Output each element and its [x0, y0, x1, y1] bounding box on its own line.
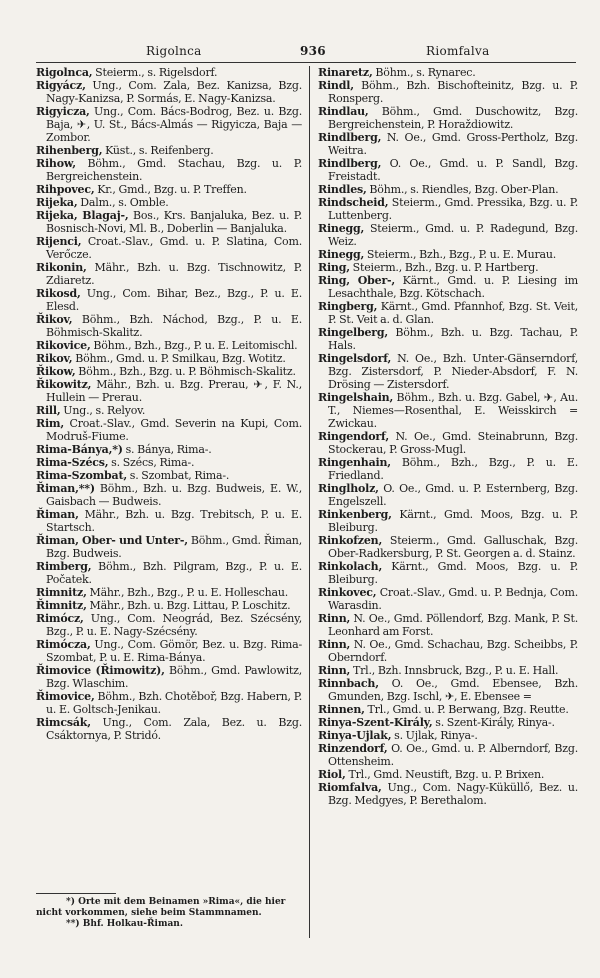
entry-headword: Rinzendorf, — [318, 742, 388, 755]
entry-headword: Riol, — [318, 768, 346, 781]
entry-headword: Ringenhain, — [318, 456, 391, 469]
gazetteer-entry — [318, 638, 578, 664]
entry-text: Dalm., s. Omble. — [77, 196, 169, 209]
entry-headword: Rinegg, — [318, 248, 365, 261]
entry-text: Böhm., Bzh. Chotěboř, Bzg. Habern, P. u. E. Goltsch-Jenikau. — [46, 690, 302, 716]
entry-text: Ung., s. Relyov. — [60, 404, 146, 417]
entry-text: N. Oe., Gmd. Pöllendorf, Bzg. Mank, P. St. Leonhard am Forst. — [328, 612, 578, 638]
gazetteer-entry — [318, 703, 578, 716]
entry-text: Trl., Gmd. Neustift, Bzg. u. P. Brixen. — [345, 768, 545, 781]
gazetteer-entry — [36, 404, 302, 417]
gazetteer-entry — [36, 417, 302, 443]
entry-headword: Řiman,**) — [36, 482, 95, 495]
right-column — [318, 66, 578, 807]
gazetteer-entry — [318, 612, 578, 638]
gazetteer-entry — [36, 586, 302, 599]
gazetteer-entry — [36, 287, 302, 313]
gazetteer-entry — [36, 716, 302, 742]
entry-text: Trl., Bzh. Innsbruck, Bzg., P. u. E. Hall. — [350, 664, 559, 677]
entry-headword: Rinn, — [318, 664, 351, 677]
gazetteer-entry — [36, 443, 302, 456]
gazetteer-entry — [36, 144, 302, 157]
entry-headword: Rinkofzen, — [318, 534, 383, 547]
gazetteer-entry — [318, 677, 578, 703]
gazetteer-entry — [36, 664, 302, 690]
gazetteer-entry — [318, 352, 578, 391]
entry-text: Ung., Com. Neográd, Bez. Szécsény, Bzg., P. u. E. Nagy-Szécsény. — [46, 612, 302, 638]
left-column — [36, 66, 302, 742]
page-header — [36, 44, 578, 60]
gazetteer-entry — [318, 261, 578, 274]
entry-text: Ung., Com. Bács-Bodrog, Bez. u. Bzg. Baja, ✈, U. St., Bács-Almás — Rigyicza, Baja — Zombor. — [46, 105, 302, 144]
gazetteer-entry — [36, 690, 302, 716]
gazetteer-entry — [318, 196, 578, 222]
gazetteer-entry — [318, 326, 578, 352]
gazetteer-entry — [36, 339, 302, 352]
gazetteer-entry — [318, 508, 578, 534]
entry-text: s. Bánya, Rima-. — [122, 443, 212, 456]
entry-text: N. Oe., Gmd. Gross-Pertholz, Bzg. Weitra. — [328, 131, 578, 157]
entry-text: Mähr., Bzh. u. Bzg. Littau, P. Loschitz. — [86, 599, 291, 612]
entry-text: Ung., Com. Nagy-Küküllő, Bez. u. Bzg. Medgyes, P. Berethalom. — [328, 781, 578, 807]
gazetteer-entry — [318, 274, 578, 300]
gazetteer-entry — [318, 391, 578, 430]
entry-headword: Rindlberg, — [318, 157, 382, 170]
entry-headword: Riomfalva, — [318, 781, 382, 794]
gazetteer-entry — [318, 781, 578, 807]
entry-headword: Rinn, — [318, 612, 351, 625]
entry-text: Kr., Gmd., Bzg. u. P. Treffen. — [94, 183, 247, 196]
gazetteer-entry — [318, 716, 578, 729]
entry-text: O. Oe., Gmd. u. P. Alberndorf, Bzg. Ottensheim. — [328, 742, 578, 768]
gazetteer-entry — [36, 66, 302, 79]
entry-text: s. Ujlak, Rinya-. — [391, 729, 478, 742]
gazetteer-entry — [318, 560, 578, 586]
gazetteer-entry — [318, 742, 578, 768]
gazetteer-entry — [36, 261, 302, 287]
entry-text: s. Szécs, Rima-. — [108, 456, 195, 469]
entry-headword: Rill, — [36, 404, 61, 417]
gazetteer-entry — [36, 365, 302, 378]
entry-text: Böhm., Gmd. Pawlowitz, Bzg. Wlaschim. — [46, 664, 302, 690]
entry-text: Ung., Com. Zala, Bez. Kanizsa, Bzg. Nagy-Kanizsa, P. Sormás, E. Nagy-Kanizsa. — [46, 79, 302, 105]
entry-text: Böhm., Bzh. Náchod, Bzg., P. u. E. Böhmisch-Skalitz. — [46, 313, 302, 339]
entry-headword: Ring, Ober-, — [318, 274, 396, 287]
entry-headword: Ringlholz, — [318, 482, 379, 495]
entry-text: Böhm., Gmd. Duschowitz, Bzg. Bergreichenstein, P. Horaždiowitz. — [328, 105, 578, 131]
entry-headword: Ringberg, — [318, 300, 378, 313]
footnotes — [36, 897, 302, 930]
entry-headword: Rijenci, — [36, 235, 82, 248]
gazetteer-entry — [36, 105, 302, 144]
entry-text: Mähr., Bzh. u. Bzg. Trebitsch, P. u. E. Startsch. — [46, 508, 302, 534]
entry-text: Böhm., Bzh. Bischofteinitz, Bzg. u. P. Ronsperg. — [328, 79, 578, 105]
entry-headword: Řikov, — [36, 313, 73, 326]
entry-text: Böhm., Gmd. u. P. Smilkau, Bzg. Wotitz. — [72, 352, 286, 365]
gazetteer-entry — [36, 209, 302, 235]
gazetteer-entry — [318, 586, 578, 612]
entry-headword: Rikosd, — [36, 287, 81, 300]
entry-text: Ung., Com. Zala, Bez. u. Bzg. Csáktornya, P. Stridó. — [46, 716, 302, 742]
entry-headword: Rindlberg, — [318, 131, 382, 144]
entry-headword: Ringelberg, — [318, 326, 388, 339]
gazetteer-entry — [318, 768, 578, 781]
entry-text: Steierm., Bzh., Bzg., P. u. E. Murau. — [364, 248, 557, 261]
entry-headword: Rihpovec, — [36, 183, 95, 196]
entry-headword: Rinya-Szent-Király, — [318, 716, 433, 729]
entry-text: Steierm., Bzh., Bzg. u. P. Hartberg. — [349, 261, 539, 274]
entry-headword: Rinaretz, — [318, 66, 373, 79]
entry-text: Böhm., Gmd. Řiman, Bzg. Budweis. — [46, 534, 302, 560]
entry-text: O. Oe., Gmd. u. P. Esternberg, Bzg. Engelszell. — [328, 482, 578, 508]
entry-headword: Řimovice (Řimowitz), — [36, 664, 165, 677]
header-right-word: Riomfalva — [426, 44, 490, 58]
gazetteer-entry — [36, 638, 302, 664]
entry-headword: Rinn, — [318, 638, 351, 651]
entry-headword: Ringelshain, — [318, 391, 394, 404]
entry-headword: Rindles, — [318, 183, 367, 196]
entry-headword: Rikonin, — [36, 261, 87, 274]
entry-text: O. Oe., Gmd. Ebensee, Bzh. Gmunden, Bzg. Ischl, ✈, E. Ebensee = — [328, 677, 578, 703]
entry-headword: Rimnitz, — [36, 586, 87, 599]
gazetteer-entry — [36, 560, 302, 586]
gazetteer-entry — [36, 79, 302, 105]
entry-headword: Rinkolach, — [318, 560, 383, 573]
entry-text: Böhm., Gmd. Stachau, Bzg. u. P. Bergreichenstein. — [46, 157, 302, 183]
gazetteer-entry — [318, 482, 578, 508]
entry-text: Bos., Krs. Banjaluka, Bez. u. P. Bosnisch-Novi, Ml. B., Doberlin — Banjaluka. — [46, 209, 302, 235]
gazetteer-entry — [36, 469, 302, 482]
entry-headword: Rimócz, — [36, 612, 84, 625]
gazetteer-entry — [36, 196, 302, 209]
entry-text: Ung., Com. Gömör, Bez. u. Bzg. Rima-Szombat, P. u. E. Rima-Bánya. — [46, 638, 302, 664]
entry-text: N. Oe., Gmd. Schachau, Bzg. Scheibbs, P. Oberndorf. — [328, 638, 578, 664]
entry-text: Trl., Gmd. u. P. Berwang, Bzg. Reutte. — [364, 703, 569, 716]
entry-text: Böhm., Bzh., Bzg., P. u. E. Leitomischl. — [90, 339, 298, 352]
entry-headword: Rindl, — [318, 79, 354, 92]
entry-headword: Řiman, — [36, 508, 79, 521]
gazetteer-entry — [36, 352, 302, 365]
entry-text: Mähr., Bzh. u. Bzg. Tischnowitz, P. Zdiaretz. — [46, 261, 302, 287]
entry-headword: Rinkenberg, — [318, 508, 392, 521]
gazetteer-entry — [318, 430, 578, 456]
entry-headword: Rimcsák, — [36, 716, 91, 729]
gazetteer-entry — [36, 235, 302, 261]
footnote-1: *) Orte mit dem Beinamen »Rima«, die hier nicht vorkommen, siehe beim Stammnamen. — [36, 897, 286, 918]
entry-headword: Rimócza, — [36, 638, 91, 651]
entry-text: N. Oe., Gmd. Steinabrunn, Bzg. Stockerau, P. Gross-Mugl. — [328, 430, 578, 456]
entry-headword: Řiman, Ober- und Unter-, — [36, 534, 188, 547]
gazetteer-entry — [318, 222, 578, 248]
entry-headword: Rinegg, — [318, 222, 365, 235]
entry-headword: Rinya-Ujlak, — [318, 729, 392, 742]
entry-headword: Rigyácz, — [36, 79, 86, 92]
gazetteer-entry — [318, 456, 578, 482]
entry-text: Ung., Com. Bihar, Bez., Bzg., P. u. E. Elesd. — [46, 287, 302, 313]
header-rule — [36, 62, 576, 63]
gazetteer-entry — [36, 599, 302, 612]
entry-headword: Rikovice, — [36, 339, 91, 352]
entry-headword: Ringelsdorf, — [318, 352, 392, 365]
gazetteer-entry — [318, 79, 578, 105]
entry-text: Kärnt., Gmd. u. P. Liesing im Lesachthale, Bzg. Kötschach. — [328, 274, 578, 300]
entry-text: s. Szombat, Rima-. — [126, 469, 230, 482]
entry-text: Kärnt., Gmd. Moos, Bzg. u. P. Bleiburg. — [328, 508, 578, 534]
entry-headword: Rima-Szécs, — [36, 456, 109, 469]
entry-text: Steierm., Gmd. Galluschak, Bzg. Ober-Radkersburg, P. St. Georgen a. d. Stainz. — [328, 534, 578, 560]
entry-headword: Rijeka, — [36, 196, 78, 209]
entry-text: Croat.-Slav., Gmd. Severin na Kupi, Com. Modruš-Fiume. — [46, 417, 302, 443]
entry-text: O. Oe., Gmd. u. P. Sandl, Bzg. Freistadt. — [328, 157, 578, 183]
entry-text: Steierm., Gmd. Pressika, Bzg. u. P. Luttenberg. — [328, 196, 578, 222]
column-divider — [309, 66, 310, 938]
entry-headword: Rindscheid, — [318, 196, 389, 209]
entry-headword: Rindlau, — [318, 105, 369, 118]
entry-text: Böhm., Bzh. u. Bzg. Gabel, ✈, Au. T., Niemes—Rosenthal, E. Weisskirch = Zwickau. — [328, 391, 578, 430]
entry-text: Böhm., Bzh. u. Bzg. Tachau, P. Hals. — [328, 326, 578, 352]
entry-text: Böhm., Bzh. u. Bzg. Budweis, E. W., Gaisbach — Budweis. — [46, 482, 302, 508]
entry-headword: Rikov, — [36, 352, 73, 365]
page-number: 936 — [300, 44, 326, 58]
gazetteer-entry — [318, 131, 578, 157]
gazetteer-entry — [318, 534, 578, 560]
entry-text: Böhm., s. Riendles, Bzg. Ober-Plan. — [366, 183, 559, 196]
entry-text: Kärnt., Gmd. Pfannhof, Bzg. St. Veit, P. St. Veit a. d. Glan. — [328, 300, 578, 326]
entry-headword: Rinnbach, — [318, 677, 379, 690]
gazetteer-entry — [36, 456, 302, 469]
entry-text: Mähr., Bzh., Bzg., P. u. E. Holleschau. — [86, 586, 289, 599]
entry-headword: Řimnitz, — [36, 599, 87, 612]
entry-text: Kärnt., Gmd. Moos, Bzg. u. P. Bleiburg. — [328, 560, 578, 586]
entry-text: Böhm., Bzh., Bzg., P. u. E. Friedland. — [328, 456, 578, 482]
gazetteer-entry — [36, 482, 302, 508]
entry-headword: Rimberg, — [36, 560, 92, 573]
gazetteer-entry — [36, 378, 302, 404]
entry-headword: Ringendorf, — [318, 430, 389, 443]
gazetteer-entry — [318, 157, 578, 183]
entry-text: s. Szent-Király, Rinya-. — [432, 716, 555, 729]
entry-headword: Řikow, — [36, 365, 76, 378]
entry-headword: Řikowitz, — [36, 378, 92, 391]
gazetteer-entry — [36, 508, 302, 534]
entry-text: Küst., s. Reifenberg. — [102, 144, 214, 157]
entry-text: Böhm., Bzh., Bzg. u. P. Böhmisch-Skalitz. — [75, 365, 296, 378]
entry-text: Croat.-Slav., Gmd. u. P. Bednja, Com. Warasdin. — [328, 586, 578, 612]
entry-text: Croat.-Slav., Gmd. u. P. Slatina, Com. Verőcze. — [46, 235, 302, 261]
entry-headword: Rinkovec, — [318, 586, 377, 599]
entry-headword: Rima-Bánya,*) — [36, 443, 123, 456]
entry-headword: Rima-Szombat, — [36, 469, 127, 482]
entry-headword: Řimovice, — [36, 690, 95, 703]
gazetteer-entry — [36, 612, 302, 638]
gazetteer-entry — [318, 300, 578, 326]
gazetteer-entry — [36, 183, 302, 196]
gazetteer-entry — [36, 313, 302, 339]
entry-headword: Rihenberg, — [36, 144, 103, 157]
gazetteer-entry — [318, 105, 578, 131]
entry-headword: Ring, — [318, 261, 350, 274]
entry-text: Böhm., Bzh. Pilgram, Bzg., P. u. E. Počatek. — [46, 560, 302, 586]
entry-headword: Rinnen, — [318, 703, 365, 716]
entry-text: N. Oe., Bzh. Unter-Gänserndorf, Bzg. Zistersdorf, P. Nieder-Absdorf, F. N. Drösing — Zistersdorf. — [328, 352, 578, 391]
gazetteer-entry — [318, 664, 578, 677]
entry-headword: Rijeka, Blagaj-, — [36, 209, 129, 222]
entry-text: Steierm., s. Rigelsdorf. — [92, 66, 218, 79]
gazetteer-entry — [36, 534, 302, 560]
entry-headword: Rigyicza, — [36, 105, 90, 118]
entry-text: Mähr., Bzh. u. Bzg. Prerau, ✈, F. N., Hullein — Prerau. — [46, 378, 302, 404]
entry-text: Steierm., Gmd. u. P. Radegund, Bzg. Weiz. — [328, 222, 578, 248]
footnote-rule — [36, 893, 116, 894]
entry-headword: Rigolnca, — [36, 66, 93, 79]
gazetteer-entry — [318, 729, 578, 742]
gazetteer-entry — [318, 248, 578, 261]
gazetteer-entry — [318, 66, 578, 79]
entry-text: Böhm., s. Rynarec. — [372, 66, 476, 79]
header-left-word: Rigolnca — [146, 44, 202, 58]
gazetteer-entry — [318, 183, 578, 196]
footnote-2: **) Bhf. Holkau-Řiman. — [66, 919, 183, 929]
gazetteer-entry — [36, 157, 302, 183]
entry-headword: Rihow, — [36, 157, 76, 170]
entry-headword: Rim, — [36, 417, 64, 430]
